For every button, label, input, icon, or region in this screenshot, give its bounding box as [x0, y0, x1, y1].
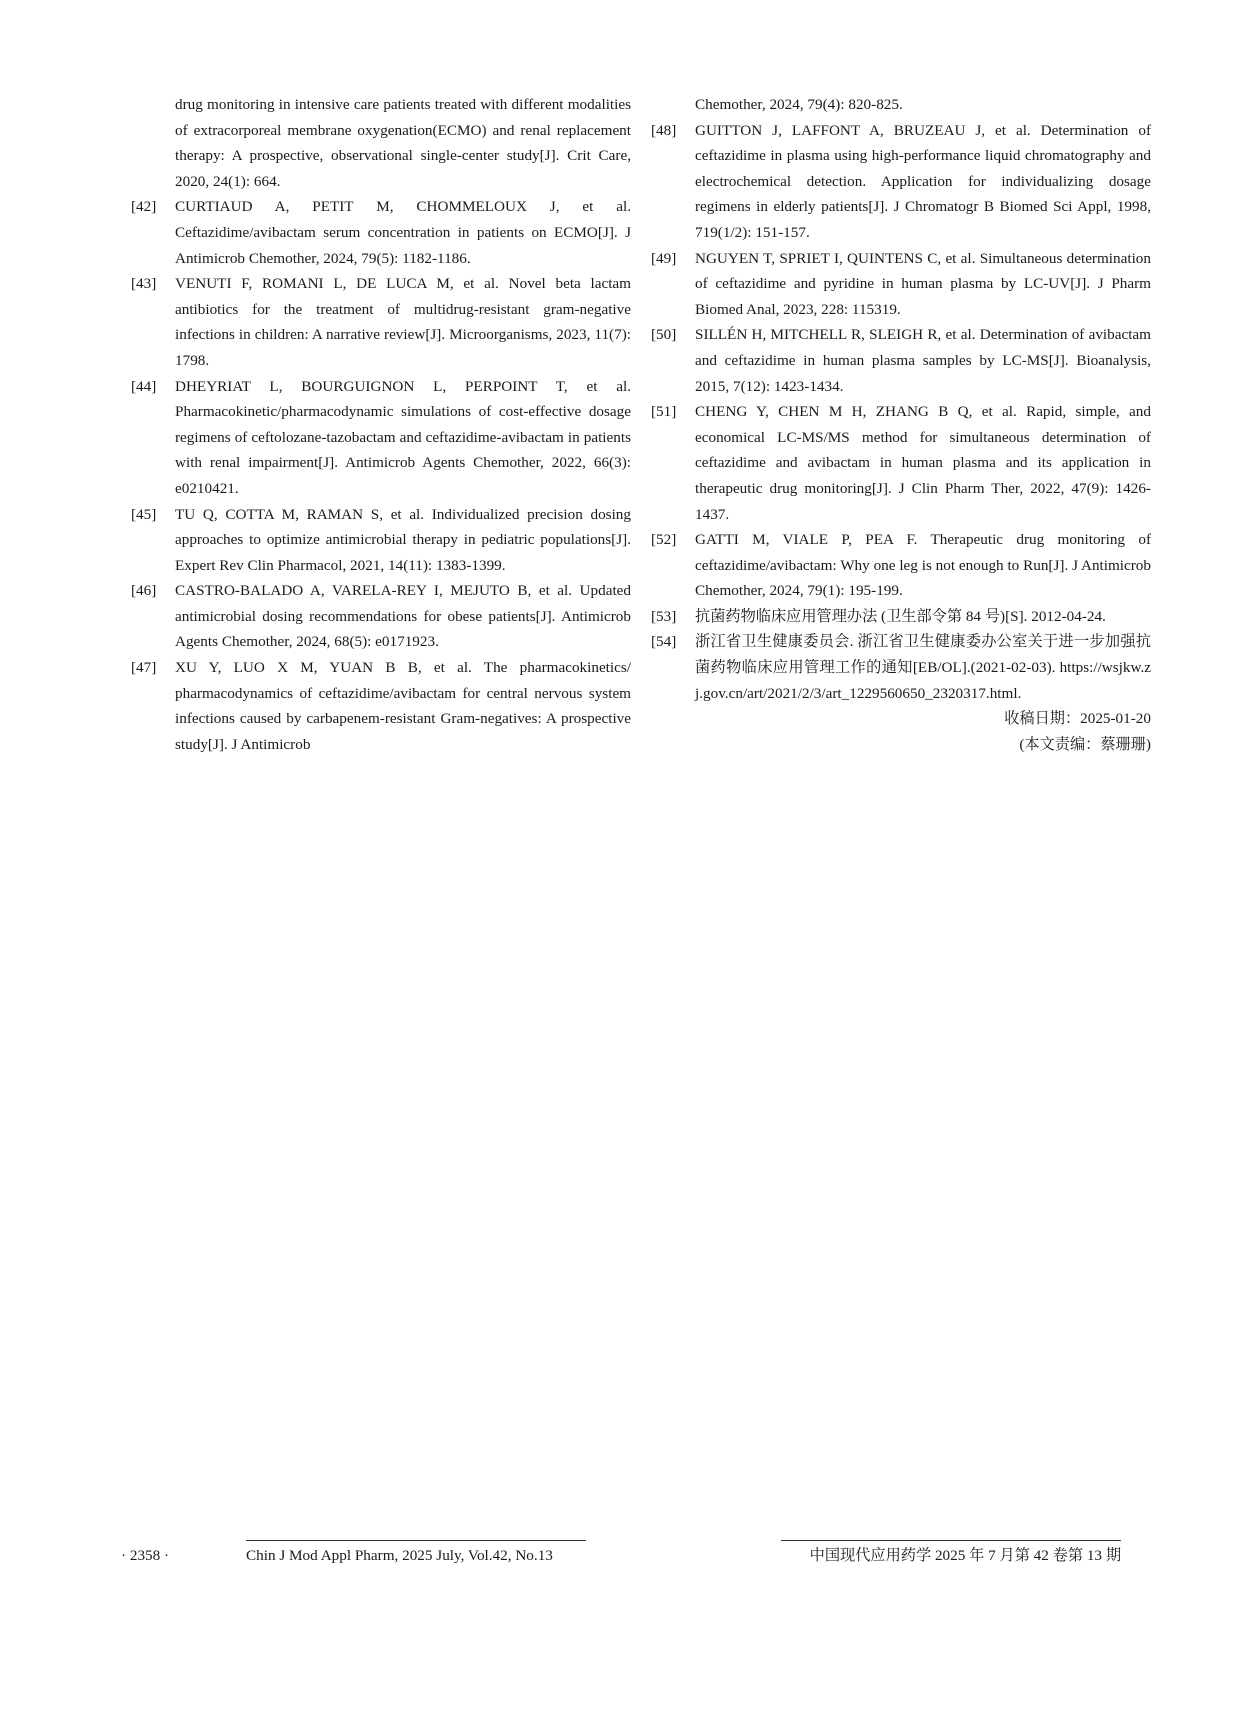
reference-text: CHENG Y, CHEN M H, ZHANG B Q, et al. Rapid, simple, and economical LC-MS/MS method for simultaneous determination of ceftazidime and avibactam in human plasma and its application in therapeutic drug monitoring[J]. J Clin Pharm Ther, 2022, 47(9): 1426-1437.	[695, 403, 1151, 523]
page-number: · 2358 ·	[121, 1547, 170, 1564]
reference-text: GUITTON J, LAFFONT A, BRUZEAU J, et al. Determination of ceftazidime in plasma using high-performance liquid chromatography and electrochemical detection. Application for individualizing dosage regimens in elderly patients[J]. J Chromatogr B Biomed Sci Appl, 1998, 719(1/2): 151-157.	[695, 121, 1151, 241]
reference-43	[131, 271, 631, 373]
reference-number: [45]	[131, 505, 157, 523]
editor-note: (本文责编：蔡珊珊)	[1019, 735, 1151, 753]
reference-text: GATTI M, VIALE P, PEA F. Therapeutic drug monitoring of ceftazidime/avibactam: Why one leg is not enough to Run[J]. J Antimicrob Chemother, 2024, 79(1): 195-199.	[695, 531, 1151, 600]
reference-number: [49]	[651, 249, 677, 267]
reference-42	[131, 194, 631, 271]
reference-text: NGUYEN T, SPRIET I, QUINTENS C, et al. Simultaneous determination of ceftazidime and pyridine in human plasma by LC-UV[J]. J Pharm Biomed Anal, 2023, 228: 115319.	[695, 249, 1151, 318]
reference-45	[131, 502, 631, 579]
reference-51	[651, 399, 1151, 527]
reference-number: [54]	[651, 633, 677, 651]
reference-number: [50]	[651, 326, 677, 344]
reference-text: CURTIAUD A, PETIT M, CHOMMELOUX J, et al. Ceftazidime/avibactam serum concentration in patients on ECMO[J]. J Antimicrob Chemother, 2024, 79(5): 1182-1186.	[175, 198, 631, 267]
reference-number: [46]	[131, 582, 157, 600]
reference-number: [51]	[651, 403, 677, 421]
reference-54	[651, 629, 1151, 706]
reference-text: DHEYRIAT L, BOURGUIGNON L, PERPOINT T, et al. Pharmacokinetic/pharmacodynamic simulations of cost-effective dosage regimens of ceftolozane-tazobactam and ceftazidime-avibactam in patients with renal impairment[J]. Antimicrob Agents Chemother, 2022, 66(3): e0210421.	[175, 377, 631, 497]
reference-48	[651, 118, 1151, 246]
reference-number: [43]	[131, 275, 157, 293]
reference-number: [52]	[651, 531, 677, 549]
reference-number: [47]	[131, 659, 157, 677]
reference-52	[651, 527, 1151, 604]
reference-47	[131, 655, 631, 757]
left-column	[131, 92, 631, 757]
reference-text: VENUTI F, ROMANI L, DE LUCA M, et al. Novel beta lactam antibiotics for the treatment of multidrug-resistant gram-negative infections in children: A narrative review[J]. Microorganisms, 2023, 11(7): 1798.	[175, 275, 631, 369]
footer-rule-left	[246, 1540, 586, 1541]
reference-number: [48]	[651, 121, 677, 139]
reference-number: [42]	[131, 198, 157, 216]
journal-citation-en: Chin J Mod Appl Pharm, 2025 July, Vol.42, No.13	[246, 1547, 553, 1564]
reference-text: TU Q, COTTA M, RAMAN S, et al. Individualized precision dosing approaches to optimize antimicrobial therapy in pediatric populations[J]. Expert Rev Clin Pharmacol, 2021, 14(11): 1383-1399.	[175, 505, 631, 574]
right-column	[651, 92, 1151, 757]
footer-rule-right	[781, 1540, 1121, 1541]
reference-41-continuation: drug monitoring in intensive care patients treated with different modalities of extracorporeal membrane oxygenation(ECMO) and renal replacement therapy: A prospective, observational single-center study[J]. Crit Care, 2020, 24(1): 664.	[175, 96, 631, 190]
reference-text: XU Y, LUO X M, YUAN B B, et al. The pharmacokinetics/ pharmacodynamics of ceftazidime/avibactam for central nervous system infections caused by carbapenem-resistant Gram-negatives: A prospective study[J]. J Antimicrob	[175, 659, 631, 753]
reference-text: 抗菌药物临床应用管理办法 (卫生部令第 84 号)[S]. 2012-04-24.	[695, 607, 1106, 625]
reference-53	[651, 604, 1151, 630]
reference-text: 浙江省卫生健康委员会. 浙江省卫生健康委办公室关于进一步加强抗菌药物临床应用管理工作的通知[EB/OL].(2021-02-03). https://wsjkw.zj.gov.cn/art/2021/2/3/art_1229560650_2320317.html.	[695, 633, 1151, 702]
journal-citation-cn: 中国现代应用药学 2025 年 7 月第 42 卷第 13 期	[809, 1547, 1121, 1564]
reference-49	[651, 246, 1151, 323]
reference-46	[131, 578, 631, 655]
reference-47-continuation: Chemother, 2024, 79(4): 820-825.	[695, 96, 903, 113]
reference-44	[131, 374, 631, 502]
received-date: 收稿日期：2025-01-20	[1004, 710, 1151, 728]
reference-text: CASTRO-BALADO A, VARELA-REY I, MEJUTO B, et al. Updated antimicrobial dosing recommendations for obese patients[J]. Antimicrob Agents Chemother, 2024, 68(5): e0171923.	[175, 582, 631, 651]
reference-number: [44]	[131, 377, 157, 395]
reference-text: SILLÉN H, MITCHELL R, SLEIGH R, et al. Determination of avibactam and ceftazidime in human plasma samples by LC-MS[J]. Bioanalysis, 2015, 7(12): 1423-1434.	[695, 326, 1151, 395]
reference-50	[651, 322, 1151, 399]
reference-number: [53]	[651, 607, 677, 625]
